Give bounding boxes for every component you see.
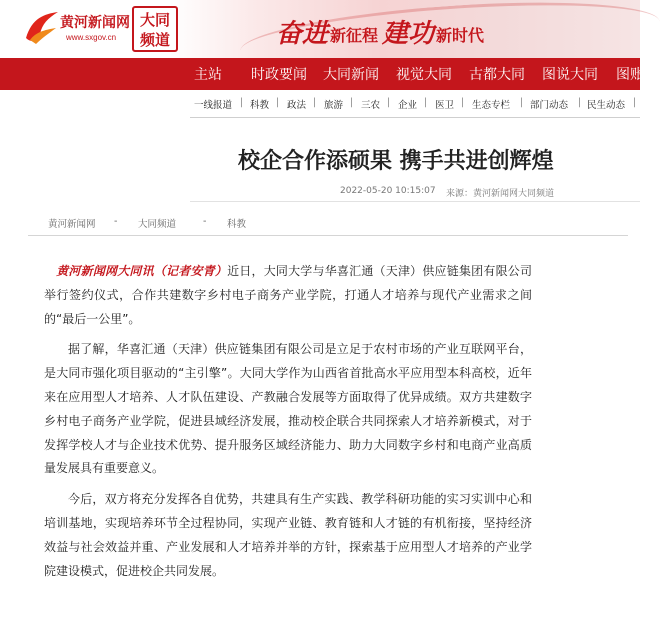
nav-item-more[interactable]: 图账 — [616, 67, 644, 83]
subnav-separator: | — [424, 97, 428, 108]
subnav-separator: | — [461, 97, 465, 108]
subnav-item-ecology[interactable]: 生态专栏 — [472, 100, 511, 111]
subnav-item-departments[interactable]: 部门动态 — [530, 100, 569, 111]
subnav-separator: | — [578, 97, 582, 108]
subnav-separator: | — [633, 97, 637, 108]
channel-line-2: 频道 — [139, 31, 170, 49]
article-title: 校企合作添硕果 携手共进创辉煌 — [238, 149, 554, 174]
subnav-separator: | — [313, 97, 317, 108]
subnav-separator: | — [276, 97, 280, 108]
subnav-divider — [190, 117, 640, 118]
nav-item-politics[interactable]: 时政要闻 — [251, 67, 307, 83]
subnav-item-law[interactable]: 政法 — [287, 100, 307, 111]
subnav-separator: | — [387, 97, 391, 108]
subnav-item-enterprise[interactable]: 企业 — [398, 100, 418, 111]
site-banner — [0, 0, 640, 58]
article-byline: 黄河新闻网大同讯（记者安青） — [56, 264, 228, 278]
subnav-separator: | — [350, 97, 354, 108]
article-paragraph — [44, 260, 532, 331]
subnav-item-health[interactable]: 医卫 — [435, 100, 455, 111]
subnav-separator: | — [520, 97, 524, 108]
subnav-separator: | — [240, 97, 244, 108]
subnav-item-livelihood[interactable]: 民生动态 — [587, 100, 626, 111]
breadcrumb-item-category[interactable]: 科教 — [227, 219, 247, 230]
breadcrumb-item-channel[interactable]: 大同频道 — [138, 219, 177, 230]
paragraph-text: 近日，大同大学与华喜汇通（天津）供应链集团有限公司举行签约仪式，合作共建数字乡村电子商务产业学院，打通人才培养与现代产业需求之间的“最后一公里”。 — [44, 264, 532, 326]
slogan-part-1: 奋进 — [276, 19, 329, 49]
article-date: 2022-05-20 10:15:07 — [340, 186, 436, 196]
sub-nav — [0, 94, 640, 114]
subnav-item-frontline[interactable]: 一线报道 — [194, 100, 233, 111]
article-paragraph: 据了解，华喜汇通（天津）供应链集团有限公司是立足于农村市场的产业互联网平台，是大同市强化项目驱动的“主引擎”。大同大学作为山西省首批高水平应用型本科高校，近年来在应用型人才培养、人才队伍建设、产教融合发展等方面取得了优异成绩。双方共建数字乡村电子商务产业学院，促进县域经济发展，推动校企联合共同探索人才培养新模式，对于发挥学校人才与企业技术优势、提升服务区域经济能力、助力大同数字乡村和电商产业高质量发展具有重要意义。 — [44, 342, 532, 476]
article-body — [44, 260, 532, 590]
breadcrumb-separator: - — [114, 216, 118, 227]
breadcrumb-item-home[interactable]: 黄河新闻网 — [48, 219, 96, 230]
logo-url: www.sxgov.cn — [66, 33, 117, 42]
logo-text: 黄河新闻网 — [60, 15, 130, 31]
article-source: 来源：黄河新闻网大同频道 — [446, 189, 555, 199]
subnav-item-tourism[interactable]: 旅游 — [324, 100, 344, 111]
slogan-part-4: 新时代 — [436, 26, 485, 45]
breadcrumb-divider — [28, 235, 628, 236]
subnav-item-agriculture[interactable]: 三农 — [361, 100, 381, 111]
banner-slogan — [276, 10, 488, 50]
yellow-river-logo-icon — [22, 8, 62, 48]
nav-item-ancient-datong[interactable]: 古都大同 — [469, 67, 525, 83]
breadcrumb — [0, 214, 640, 230]
site-logo[interactable] — [22, 6, 132, 52]
article-paragraph: 今后，双方将充分发挥各自优势，共建具有生产实践、教学科研功能的实习实训中心和培训基地，实现培养环节全过程协同，实现产业链、教育链和人才链的有机衔接，坚持经济效益与社会效益并重、产业发展和人才培养并举的方针，探索基于应用型人才培养的产业学院建设模式，促进校企共同发展。 — [44, 492, 532, 578]
nav-item-visual-datong[interactable]: 视觉大同 — [396, 67, 452, 83]
nav-item-photo-datong[interactable]: 图说大同 — [542, 67, 598, 83]
breadcrumb-separator: - — [203, 216, 207, 227]
meta-divider — [190, 201, 640, 202]
channel-badge[interactable] — [132, 6, 178, 52]
nav-item-home[interactable]: 主站 — [194, 67, 222, 83]
main-nav — [0, 58, 644, 90]
slogan-part-2: 新征程 — [330, 26, 379, 45]
slogan-part-3: 建功 — [382, 19, 435, 49]
channel-line-1: 大同 — [139, 11, 170, 29]
subnav-item-science-education[interactable]: 科教 — [250, 100, 270, 111]
nav-item-datong-news[interactable]: 大同新闻 — [323, 67, 379, 83]
